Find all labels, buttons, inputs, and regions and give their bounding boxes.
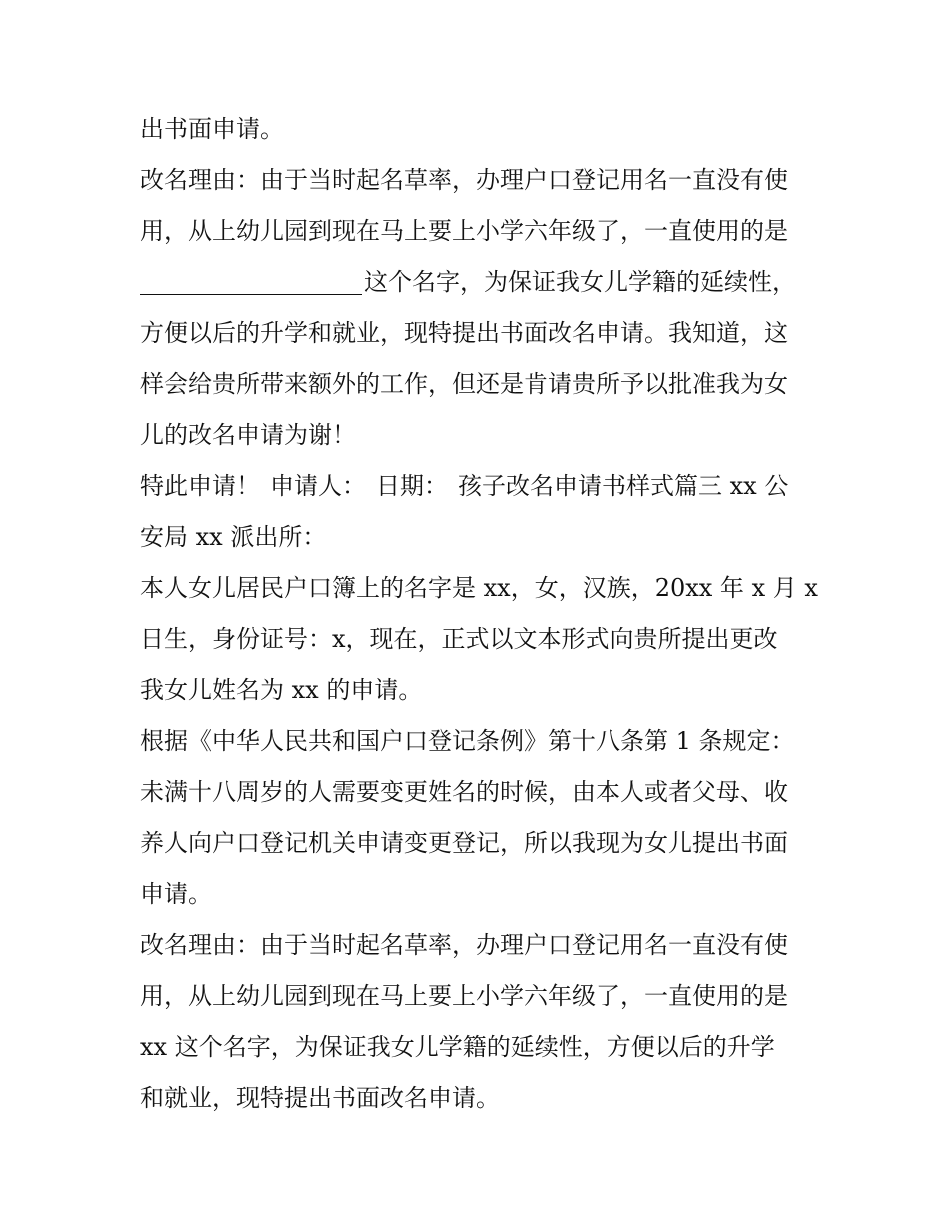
text-line-with-blank (140, 257, 820, 308)
document-body (140, 104, 820, 1124)
text-line: 养人向户口登记机关申请变更登记，所以我现为女儿提出书面 (140, 829, 788, 857)
text-line: 出书面申请。 (140, 115, 284, 143)
text-after-blank: 这个名字，为保证我女儿学籍的延续性， (364, 268, 796, 296)
text-line: 根据《中华人民共和国户口登记条例》第十八条第 1 条规定： (140, 727, 795, 755)
text-line: 和就业，现特提出书面改名申请。 (140, 1084, 500, 1112)
text-line: 未满十八周岁的人需要变更姓名的时候，由本人或者父母、收 (140, 778, 788, 806)
text-line: 我女儿姓名为 xx 的申请。 (140, 676, 423, 704)
text-line: 方便以后的升学和就业，现特提出书面改名申请。我知道，这 (140, 319, 788, 347)
text-line: 日生，身份证号：x，现在，正式以文本形式向贵所提出更改 (140, 625, 778, 653)
text-line: 用，从上幼儿园到现在马上要上小学六年级了，一直使用的是 (140, 217, 788, 245)
text-line: 改名理由：由于当时起名草率，办理户口登记用名一直没有使 (140, 166, 788, 194)
text-line: 本人女儿居民户口簿上的名字是 xx，女，汉族，20xx 年 x 月 x (140, 574, 818, 602)
applicant-label: 申请人： (270, 472, 366, 500)
text-line: 安局 xx 派出所： (140, 523, 327, 551)
text-line: xx 这个名字，为保证我女儿学籍的延续性，方便以后的升学 (140, 1033, 775, 1061)
text-line: 改名理由：由于当时起名草率，办理户口登记用名一直没有使 (140, 931, 788, 959)
signature-line (140, 461, 820, 512)
text-line: 样会给贵所带来额外的工作，但还是肯请贵所予以批准我为女 (140, 370, 788, 398)
closing-phrase: 特此申请！ (140, 472, 260, 500)
text-line: 申请。 (140, 880, 212, 908)
text-line: 儿的改名申请为谢！ (140, 421, 356, 449)
text-line: 用，从上幼儿园到现在马上要上小学六年级了，一直使用的是 (140, 982, 788, 1010)
name-blank-underline (140, 266, 362, 295)
date-label: 日期： (376, 472, 448, 500)
section-heading-start: 孩子改名申请书样式篇三 xx 公 (458, 472, 789, 500)
